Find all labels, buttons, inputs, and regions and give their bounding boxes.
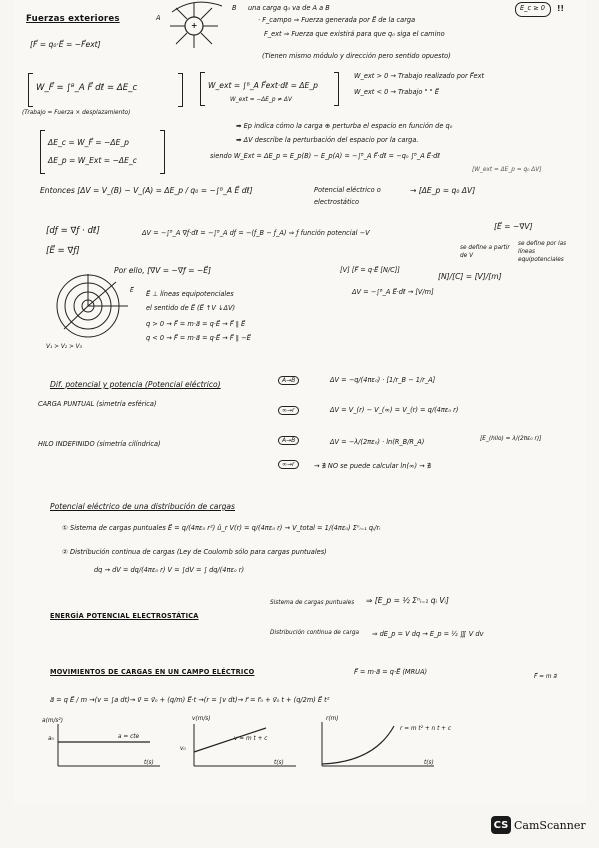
note-work-ext-qdv: [W_ext = ΔE_p = q₀ ΔV] <box>472 167 542 173</box>
label-b: B <box>232 4 237 12</box>
note-ext-force: F_ext ⇒ Fuerza que existirá para que q₀ siga el camino <box>264 30 445 38</box>
formula-e-grad-v: [E⃗ = −∇⃗V] <box>494 222 533 231</box>
formula-ep-continuous: ⇒ dE_p = V dq → E_p = ½ ∭ V dv <box>372 630 484 638</box>
formula-e-wire: [E_(hilo) = λ/(2πε₀ r)] <box>480 436 542 442</box>
energy-tag-text: E_c ≥ 0 <box>520 4 546 12</box>
formula-unit-equivalence: [N]/[C] = [V]/[m] <box>438 272 502 281</box>
charge-field-diagram <box>162 0 242 50</box>
formula-work-field: W_F⃗ = ∫ᴮ_A F⃗ dℓ⃗ = ΔE_c <box>36 83 138 93</box>
graph3-curve: r = m t² + n t + c <box>400 726 452 732</box>
graph2-y0: v₀ <box>180 746 186 752</box>
bracket-right <box>160 130 165 174</box>
formula-work-external: W_ext = ∫ᴮ_A F⃗ext·dℓ⃗ = ΔE_p <box>208 81 318 90</box>
note-charge-path: una carga q₀ va de A a B <box>248 4 330 12</box>
graph1-xlabel: t(s) <box>144 760 154 766</box>
note-work-not-dv: W_ext = −ΔE_p ≠ ΔV <box>230 97 292 103</box>
formula-delta-ep: → [ΔE_p = q₀ ΔV] <box>410 186 476 195</box>
page-title: Fuerzas exteriores <box>26 14 120 24</box>
bracket-left <box>28 73 33 107</box>
formula-work-ext-integral: siendo W_Ext = ΔE_p = E_p(B) − E_p(A) = −∫ᴮ_A F⃗·dℓ⃗ = −q₀ ∫ᴮ_A E⃗·dℓ⃗ <box>210 152 440 160</box>
graph1-ylabel: a(m/s²) <box>42 718 64 724</box>
formula-dv-continuous: dq → dV = dq/(4πε₀ r) V = ∫dV = ∫ dq/(4πε₀ r) <box>94 566 245 574</box>
case-point-charges: ① Sistema de cargas puntuales E⃗ = q/(4πε₀ r²) û_r V(r) = q/(4πε₀ r) → V_total = 1/(4πε₀) Σⁿᵢ₌₁ qᵢ/rᵢ <box>62 524 381 532</box>
note-e-direction: el sentido de E⃗ (E⃗ ↑V ↓ΔV) <box>146 304 236 312</box>
bracket-left <box>40 130 45 174</box>
scanner-watermark <box>491 815 586 835</box>
bracket-right <box>334 72 339 106</box>
graph3-xlabel: t(s) <box>424 760 434 766</box>
formula-newton-mrua: F⃗ = m·a⃗ = q·E⃗ (MRUA) <box>354 668 428 676</box>
graph1-y0: a₀ <box>48 736 54 742</box>
note-field-force: · F_campo ⇒ Fuerza generada por E⃗ de la carga <box>258 16 416 24</box>
case-inf-to-r: ∞→r <box>278 406 299 415</box>
note-electric-potential: Potencial eléctrico o electrostático <box>314 186 381 206</box>
case-r-to-inf: ∞→r <box>278 460 299 469</box>
formula-delta-v-grad: ΔV = −∫ᴮ_A ∇⃗ƒ·dℓ⃗ = −∫ᴮ_A dƒ = −(ƒ_B − ƒ_A) ⇒ ƒ función potencial −V <box>142 229 370 237</box>
bracket-right <box>178 73 183 107</box>
case-a-to-b: A→B <box>278 376 299 385</box>
plus-sign: + <box>191 21 198 30</box>
graph-velocity <box>186 718 306 778</box>
section-charge-motion: MOVIMIENTOS DE CARGAS EN UN CAMPO ELÉCTRICO <box>50 668 255 676</box>
formula-e-grad-f: [E⃗ = ∇⃗ƒ] <box>46 246 80 256</box>
note-force-ma: F⃗ = m a⃗ <box>534 674 557 680</box>
case-infinite-wire: HILO INDEFINIDO (simetría cilíndrica) <box>38 440 161 448</box>
note-work-negative: W_ext < 0 → Trabajo " " E⃗ <box>354 88 439 96</box>
formula-v-point-charge: ΔV = V_(r) − V_(∞) = V_(r) = q/(4πε₀ r) <box>330 406 459 414</box>
formula-ep-discrete: ⇒ [E_p = ½ Σⁿᵢ₌₁ qᵢ Vᵢ] <box>366 596 449 605</box>
graph1-curve: a = cte <box>118 734 140 740</box>
case-continuous-energy: Distribución continua de carga <box>270 630 360 636</box>
formula-df: [dƒ = ∇⃗ƒ · dℓ⃗] <box>46 226 100 236</box>
bracket-left <box>200 72 205 106</box>
section-potential-difference: Dif. potencial y potencia (Potencial eléctrico) <box>50 380 221 389</box>
note-same-module: (Tienen mismo módulo y dirección pero sentido opuesto) <box>262 52 451 60</box>
case-continuous-distribution: ② Distribución continua de cargas (Ley de Coulomb sólo para cargas puntuales) <box>62 548 327 556</box>
formula-grad-relation: Por ello, [∇⃗V = −∇⃗ƒ = −E⃗] <box>114 266 211 275</box>
formula-kinetic: ΔE_c = W_F⃗ = −ΔE_p <box>48 138 129 147</box>
note-q-positive: q > 0 → F⃗ = m·a⃗ = q·E⃗ → F⃗ ∥ E⃗ <box>146 320 246 328</box>
formula-force-equality: [F⃗ = q₀·E⃗ = −F⃗ext] <box>30 40 101 49</box>
section-charge-distribution: Potencial eléctrico de una distribución de cargas <box>50 502 235 511</box>
note-ep-meaning: ➡ Ep indica cómo la carga ⊕ perturba el espacio en función de q₀ <box>236 122 453 130</box>
camscanner-brand: CamScanner <box>514 818 586 832</box>
note-work-definition: (Trabajo = Fuerza × desplazamiento) <box>22 110 131 116</box>
graph2-ylabel: v(m/s) <box>192 716 211 722</box>
emphasis-mark: !! <box>557 4 564 13</box>
camscanner-logo-icon: CS <box>491 816 511 834</box>
note-not-calculable: → ∄ NO se puede calcular ln(∞) → ∄ <box>314 462 431 470</box>
formula-kinematics: a⃗ = q E⃗ / m →(v = ∫a dt)→ v⃗ = v⃗₀ + (q/m) E⃗·t →(r = ∫v dt)→ r⃗ = r⃗₀ + v⃗₀ t + (q/2m) E⃗ t² <box>50 696 330 704</box>
formula-delta-v: Entonces [ΔV = V_(B) − V_(A) = ΔE_p / q₀ = −∫ᴮ_A E⃗ dℓ⃗] <box>40 186 253 195</box>
note-e-perpendicular: E⃗ ⊥ líneas equipotenciales <box>146 290 234 298</box>
label-a: A <box>156 14 161 22</box>
note-dv-meaning: ➡ ΔV describe la perturbación del espacio por la carga. <box>236 136 419 144</box>
case-a-to-b: A→B <box>278 436 299 445</box>
note-work-positive: W_ext > 0 → Trabajo realizado por F⃗ext <box>354 72 485 80</box>
label-e-field: E⃗ <box>130 288 134 294</box>
notes-sheet <box>14 0 586 805</box>
case-point-charge: CARGA PUNTUAL (simetría esférica) <box>38 400 157 408</box>
note-defined-from-v: se define a partir de V <box>460 245 510 259</box>
section-electrostatic-energy: ENERGÍA POTENCIAL ELECTROSTÁTICA <box>50 612 199 620</box>
note-q-negative: q < 0 → F⃗ = m·a⃗ = q·E⃗ → F⃗ ∥ −E⃗ <box>146 334 251 342</box>
graph2-curve: v = m t + c <box>234 736 268 742</box>
formula-units-field: [V] [F⃗ = q·E⃗ [N/C]] <box>340 266 400 274</box>
case-point-charges-energy: Sistema de cargas puntuales <box>270 600 355 606</box>
formula-delta-v-units: ΔV = −∫ᴮ_A E⃗·dℓ⃗ → [V/m] <box>352 288 434 296</box>
graph3-ylabel: r(m) <box>326 716 339 722</box>
formula-potential: ΔE_p = W_Ext = −ΔE_c <box>48 156 137 165</box>
graph2-xlabel: t(s) <box>274 760 284 766</box>
note-potential-order: V₁ > V₂ > V₃ <box>46 344 82 350</box>
note-defined-by-lines: se define por las líneas equipotenciales <box>518 241 567 263</box>
equipotential-diagram <box>54 274 144 344</box>
formula-dv-point-charge: ΔV = −q/(4πε₀) · [1/r_B − 1/r_A] <box>330 376 436 384</box>
formula-dv-wire: ΔV = −λ/(2πε₀) · ln(R_B/R_A) <box>330 438 425 446</box>
graph-acceleration <box>50 718 170 778</box>
